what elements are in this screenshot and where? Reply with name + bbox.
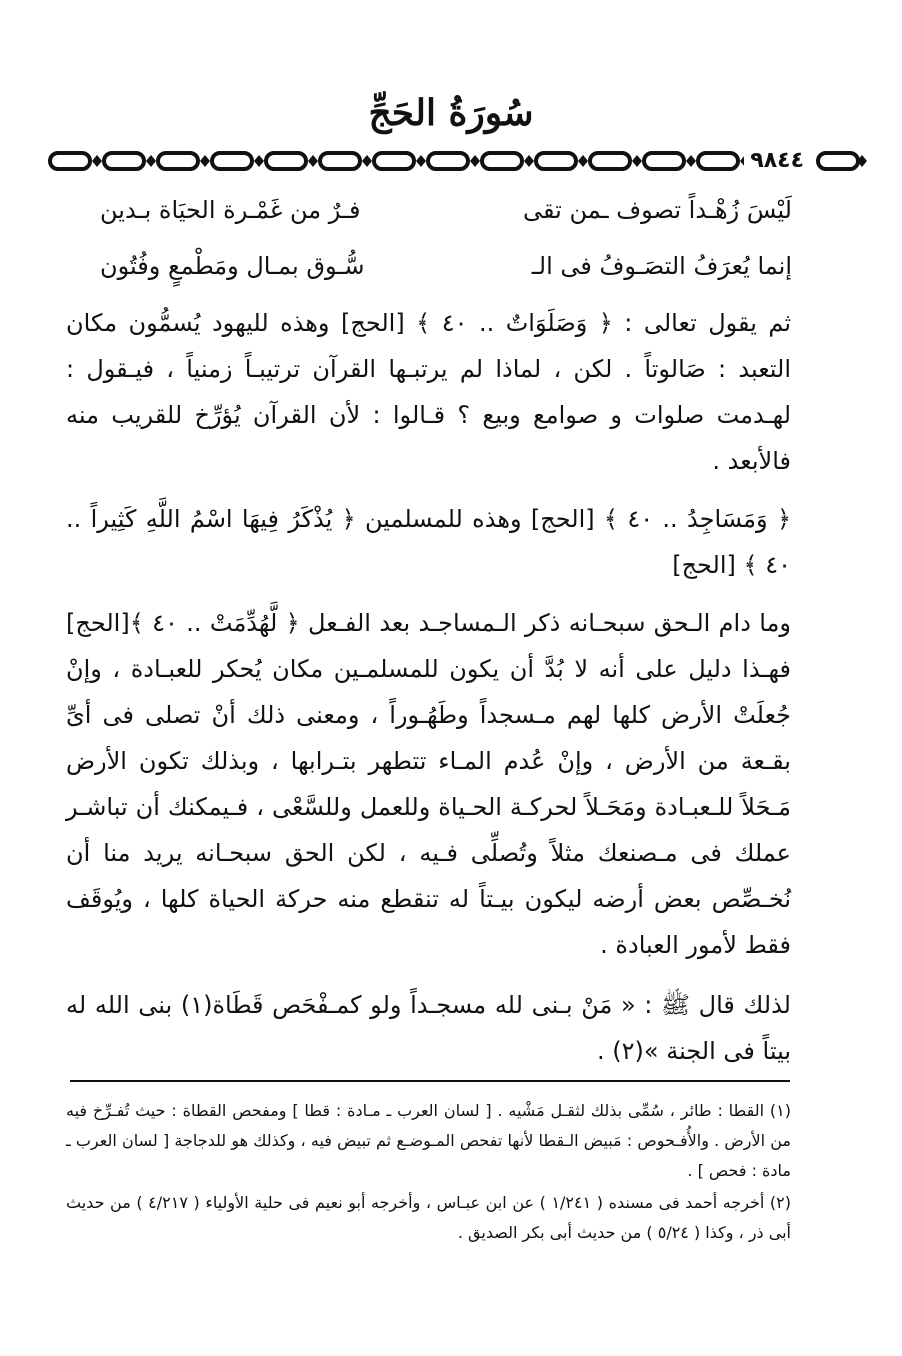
- poem-line-1-second-hemistich: فـرٌ من غَمْـرة الحيَاة بـدين: [100, 196, 361, 224]
- footnote-1: (١) القطا : طائر ، سُمِّى بذلك لثقـل مَشْيه . [ لسان العرب ـ مـادة : قطا ] ومفحص القطاة : حيث تُفـرِّخ فيه من الأرض . والأُفـحوص : مَبيض الـقطا لأنها تفحص المـوضـع ثم تبيض فيه ، وكذلك هو للدجاجة [ لسان العرب ـ مادة : فحص ] .: [66, 1101, 791, 1180]
- paragraph-2: ﴿ وَمَسَاجِدُ .. ٤٠ ﴾ [الحج] وهذه للمسلمين ﴿ يُذْكَرُ فِيهَا اسْمُ اللَّهِ كَثِيراً .. ٤٠ ﴾ [الحج]: [66, 505, 792, 579]
- paragraph-4: لذلك قال ﷺ : « مَنْ بـنى لله مسجـداً ولو كمـفْحَص قَطَاة(١) بنى الله له بيتاً فى الجنة »(٢) .: [66, 991, 791, 1065]
- poem-line-2-second-hemistich: سُّـوق بمـال ومَطْمعٍ وفُتُون: [100, 252, 365, 280]
- footnote-separator: [70, 1080, 790, 1082]
- poem-line-2-first-hemistich: إنما يُعرَفُ التصَـوفُ فى الـ: [531, 252, 792, 280]
- header-ornament-band: [48, 146, 868, 176]
- poem-line-1-first-hemistich: لَيْسَ زُهْـداً تصوف ـمن تقى: [523, 196, 792, 224]
- footnote-2: (٢) أخرجه أحمد فى مسنده ( ١/٢٤١ ) عن ابن عبـاس ، وأخرجه أبو نعيم فى حلية الأولياء ( ٤/٢١٧ ) من حديث أبى ذر ، وكذا ( ٥/٢٤ ) من حديث أبى بكر الصديق .: [66, 1193, 792, 1242]
- paragraph-1: ثم يقول تعالى : ﴿ وَصَلَوَاتٌ .. ٤٠ ﴾ [الحج] وهذه لليهود يُسمُّون مكان التعبد : صَالوتاً . لكن ، لماذا لم يرتبـها القرآن ترتيبـاً زمنياً ، فيـقول : لهـدمت صلوات و صوامع وبيع ؟ قـالوا : لأن القرآن يُؤرِّخ للقريب منه فالأبعد .: [66, 309, 792, 475]
- page-number: ٩٨٤٤: [744, 146, 810, 176]
- paragraph-3: وما دام الـحق سبحـانه ذكر الـمساجـد بعد الفـعل ﴿ لَّهُدِّمَتْ .. ٤٠ ﴾[الحج] فهـذا دليل على أنه لا بُدَّ أن يكون للمسلمـين مكان يُحكر للعبـادة ، وإنْ جُعلَتْ الأرض كلها لهم مـسجداً وطَهُـوراً ، ومعنى ذلك أنْ تصلى فى أىِّ بقـعة من الأرض ، وإنْ عُدم المـاء تتطهر بتـرابها ، وبذلك تكون الأرض مَـحَلاً للـعبـادة ومَحَـلاً لحركـة الحـياة وللعمل وللسَّعْى ، فـيمكنك أن تباشـر عملك فى مـصنعك مثلاً وتُصلِّى فـيه ، لكن الحق سبحـانه يريد منا أن نُخـصِّص بعض أرضه ليكون بيـتاً له تنقطع منه حركة الحياة كلها ، ويُوقَف فقط لأمور العبادة .: [66, 609, 791, 959]
- surah-title: سُورَةُ الحَجِّ: [368, 92, 534, 134]
